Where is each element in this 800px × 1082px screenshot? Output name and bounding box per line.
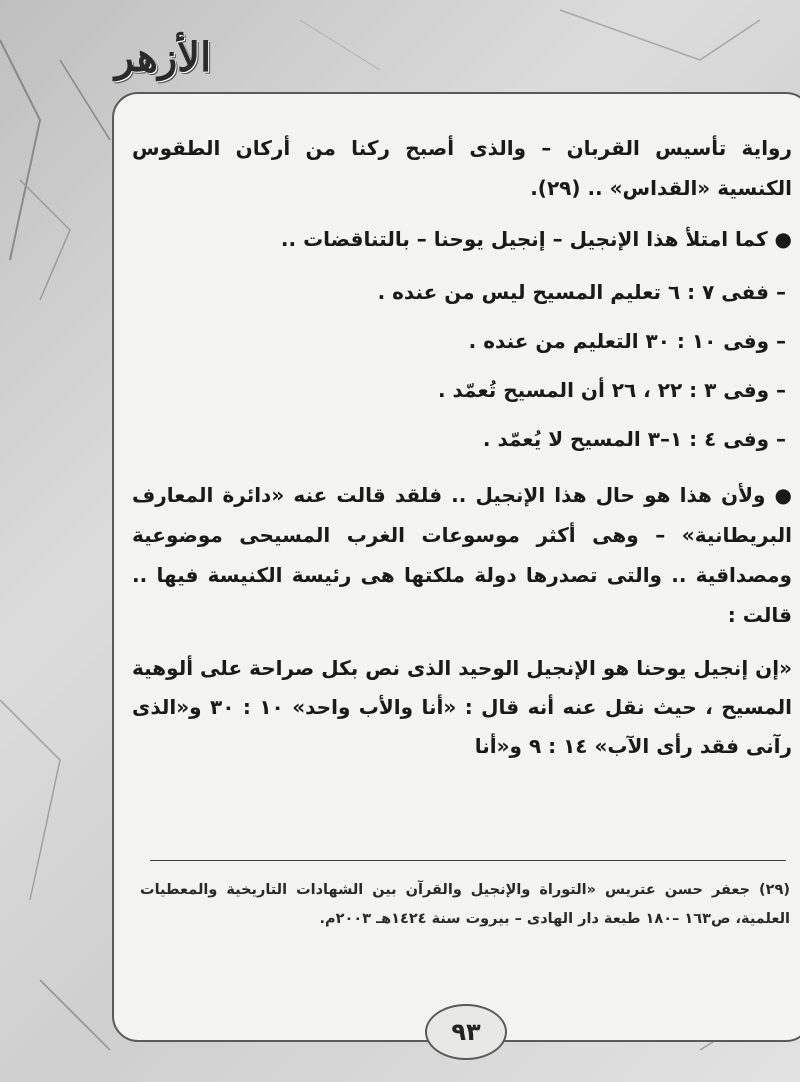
paragraph-2-text: كما امتلأ هذا الإنجيل – إنجيل يوحنا – بالتناقضات .. (280, 227, 768, 251)
list-item: – ففى ٧ : ٦ تعليم المسيح ليس من عنده . (377, 280, 786, 304)
paragraph-7-text: ولأن هذا هو حال هذا الإنجيل .. فلقد قالت عنه «دائرة المعارف البريطانية» – وهى أكثر موسوعات الغرب المسيحى موضوعية ومصداقية .. والتى تصدرها دولة ملكتها هى رئيسة الكنيسة فيها .. قالت : (132, 483, 792, 627)
paragraph-7 (132, 475, 792, 635)
list-item: – وفى ٣ : ٢٢ ، ٢٦ أن المسيح تُعمّد . (437, 378, 786, 402)
page-body (132, 128, 792, 766)
quote-paragraph: «إن إنجيل يوحنا هو الإنجيل الوحيد الذى نص بكل صراحة على ألوهية المسيح ، حيث نقل عنه أنه قال : «أنا والأب واحد» ١٠ : ٣٠ و«الذى رآنى فقد رأى الآب» ١٤ : ٩ و«أنا (132, 656, 792, 758)
paragraph-1: رواية تأسيس القربان – والذى أصبح ركنا من أركان الطقوس الكنسية «القداس» .. (٢٩). (132, 136, 792, 200)
list-item: – وفى ٤ : ١–٣ المسيح لا يُعمّد . (482, 427, 786, 451)
bullet-icon: ● (774, 483, 792, 507)
list-item: – وفى ١٠ : ٣٠ التعليم من عنده . (468, 329, 786, 353)
page-number: ٩٣ (425, 1004, 507, 1060)
al-azhar-logo: الأزهر (114, 34, 212, 81)
footnote: (٢٩) جعفر حسن عتريس «التوراة والإنجيل والقرآن بين الشهادات التاريخية والمعطيات العلمية، ص١٦٣ –١٨٠ طبعة دار الهادى – بيروت سنة ١٤٢٤هـ ٢٠٠٣م. (140, 882, 790, 927)
footnote-divider (150, 860, 786, 861)
paragraph-2 (132, 218, 792, 261)
bullet-icon: ● (774, 227, 792, 251)
